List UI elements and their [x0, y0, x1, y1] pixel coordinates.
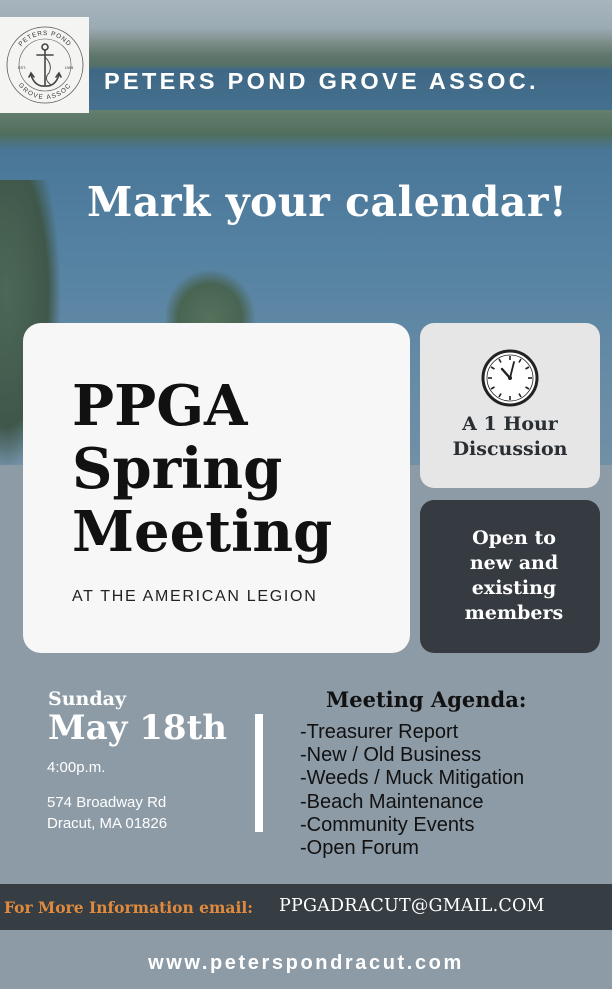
membership-line3: existing — [471, 577, 557, 599]
membership-line4: members — [464, 602, 564, 624]
organization-name: PETERS POND GROVE ASSOC. — [104, 68, 539, 94]
vertical-divider — [255, 714, 263, 832]
meeting-title-line1: PPGA — [72, 373, 248, 439]
logo-est-right: 1998 — [64, 66, 73, 70]
meeting-title-line3: Meeting — [72, 499, 333, 565]
website-link[interactable]: www.peterspondracut.com — [148, 952, 464, 974]
duration-text — [420, 412, 600, 462]
meeting-title — [72, 375, 332, 564]
clock-icon — [478, 346, 542, 410]
contact-email-link[interactable]: PPGADRACUT@GMAIL.COM — [279, 896, 545, 916]
agenda-item: -Treasurer Report — [300, 721, 459, 743]
membership-card — [420, 500, 600, 653]
agenda-item: -Beach Maintenance — [300, 790, 484, 813]
agenda-list — [300, 721, 524, 860]
association-logo — [0, 17, 89, 113]
meeting-title-line2: Spring — [72, 436, 283, 502]
membership-line1: Open to — [472, 527, 556, 549]
membership-text — [420, 526, 600, 626]
meeting-date: May 18th — [48, 708, 227, 748]
agenda-item: -Weeds / Muck Mitigation — [300, 767, 525, 790]
address-line1: 574 Broadway Rd — [47, 794, 167, 811]
duration-card — [420, 323, 600, 488]
anchor-icon — [3, 23, 87, 107]
agenda-item: -New / Old Business — [300, 744, 482, 767]
agenda-item: -Community Events — [300, 813, 475, 836]
meeting-time: 4:00p.m. — [47, 759, 106, 776]
agenda-item: -Open Forum — [300, 837, 419, 860]
logo-est-left: EST. — [17, 66, 26, 70]
duration-line2: Discussion — [452, 438, 568, 460]
duration-line1: A 1 Hour — [462, 413, 558, 435]
logo-bottom-text: GROVE ASSOC — [16, 81, 73, 102]
headline: Mark your calendar! — [87, 178, 568, 226]
contact-info-bar — [0, 884, 612, 930]
meeting-title-card — [23, 323, 410, 653]
agenda-title: Meeting Agenda: — [326, 687, 527, 712]
meeting-day: Sunday — [48, 688, 126, 710]
logo-top-text: PETERS POND — [17, 29, 72, 48]
address-line2: Dracut, MA 01826 — [47, 815, 168, 832]
membership-line2: new and — [469, 552, 559, 574]
contact-label: For More Information email: — [4, 898, 253, 917]
meeting-location-subtitle: AT THE AMERICAN LEGION — [72, 588, 318, 605]
